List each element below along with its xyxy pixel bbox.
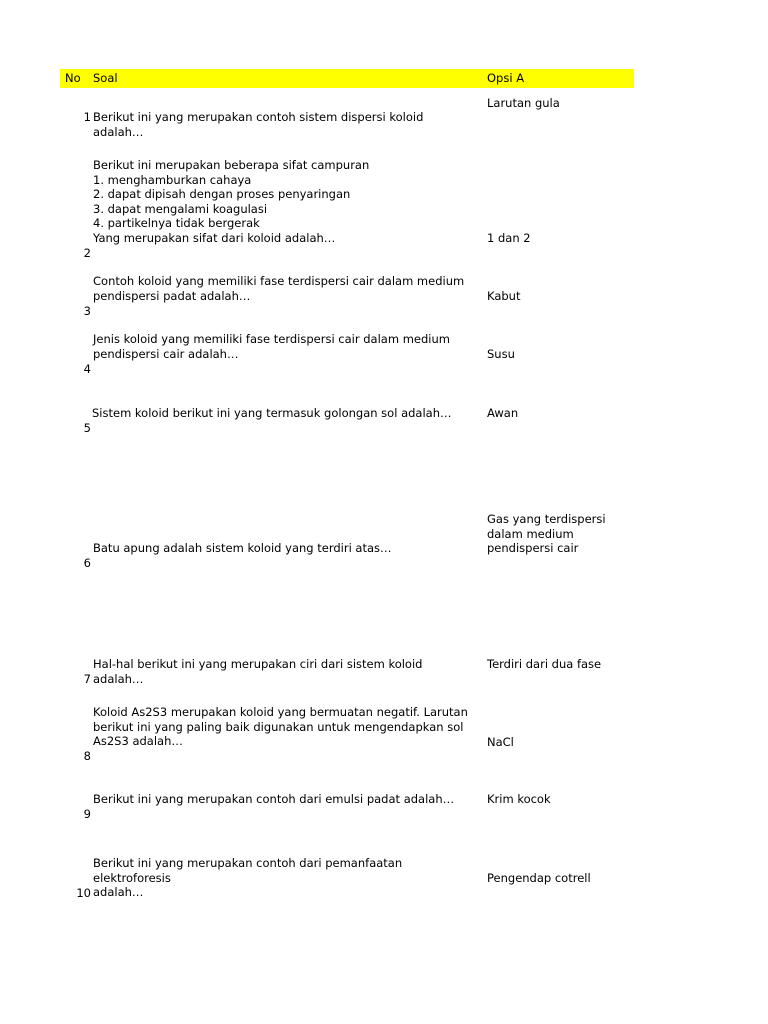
question-text: Jenis koloid yang memiliki fase terdispersi cair dalam medium pendispersi cair adalah… (93, 332, 450, 361)
option-a: Awan (487, 406, 519, 420)
question-text: Koloid As2S3 merupakan koloid yang bermuatan negatif. Larutan berikut ini yang paling baik digunakan untuk mengendapkan sol As2S3 adalah… (93, 705, 468, 748)
question-number: 5 (83, 421, 91, 435)
question-text: Berikut ini yang merupakan contoh dari emulsi padat adalah… (93, 792, 455, 806)
question-number: 3 (83, 304, 91, 318)
option-a: Kabut (487, 289, 521, 303)
table-row (60, 405, 634, 438)
question-number: 10 (76, 886, 91, 900)
header-soal: Soal (93, 71, 118, 85)
option-a: NaCl (487, 735, 514, 749)
question-text: Sistem koloid berikut ini yang termasuk golongan sol adalah… (92, 406, 452, 420)
option-a: Gas yang terdispersi dalam medium pendispersi cair (487, 512, 606, 555)
header-opsi-a: Opsi A (487, 71, 525, 85)
question-text: Berikut ini yang merupakan contoh dari pemanfaatan elektroforesis adalah… (93, 856, 403, 899)
question-text: Contoh koloid yang memiliki fase terdispersi cair dalam medium pendispersi padat adalah… (93, 274, 465, 303)
option-a: Susu (487, 347, 515, 361)
table-row (60, 792, 634, 825)
table-row (60, 705, 634, 765)
question-text: Berikut ini merupakan beberapa sifat campuran 1. menghamburkan cahaya 2. dapat dipisah dengan proses penyaringan 3. dapat mengalami koagulasi 4. partikelnya tidak bergerak Yang merupakan sifat dari koloid adalah… (93, 158, 370, 245)
table-row (60, 512, 634, 572)
question-number: 6 (83, 556, 91, 570)
table-row (60, 657, 634, 690)
question-number: 7 (83, 672, 91, 686)
option-a: Terdiri dari dua fase (487, 657, 602, 671)
option-a: Pengendap cotrell (487, 871, 591, 885)
option-a: 1 dan 2 (487, 231, 531, 245)
table-row (60, 274, 634, 322)
question-text: Batu apung adalah sistem koloid yang terdiri atas… (93, 541, 392, 555)
table-row (60, 856, 634, 904)
option-a: Larutan gula (487, 96, 560, 110)
question-number: 4 (83, 362, 91, 376)
option-a: Krim kocok (487, 792, 551, 806)
table-row (60, 332, 634, 380)
question-text: Berikut ini yang merupakan contoh sistem dispersi koloid adalah… (93, 110, 424, 139)
question-number: 8 (83, 749, 91, 763)
question-text: Hal-hal berikut ini yang merupakan ciri dari sistem koloid adalah… (93, 657, 423, 686)
question-number: 2 (83, 246, 91, 260)
question-number: 9 (83, 807, 91, 821)
table-row (60, 95, 634, 139)
header-no: No (65, 71, 81, 85)
question-number: 1 (83, 110, 91, 124)
table-row (60, 158, 634, 263)
table-header (60, 69, 634, 88)
